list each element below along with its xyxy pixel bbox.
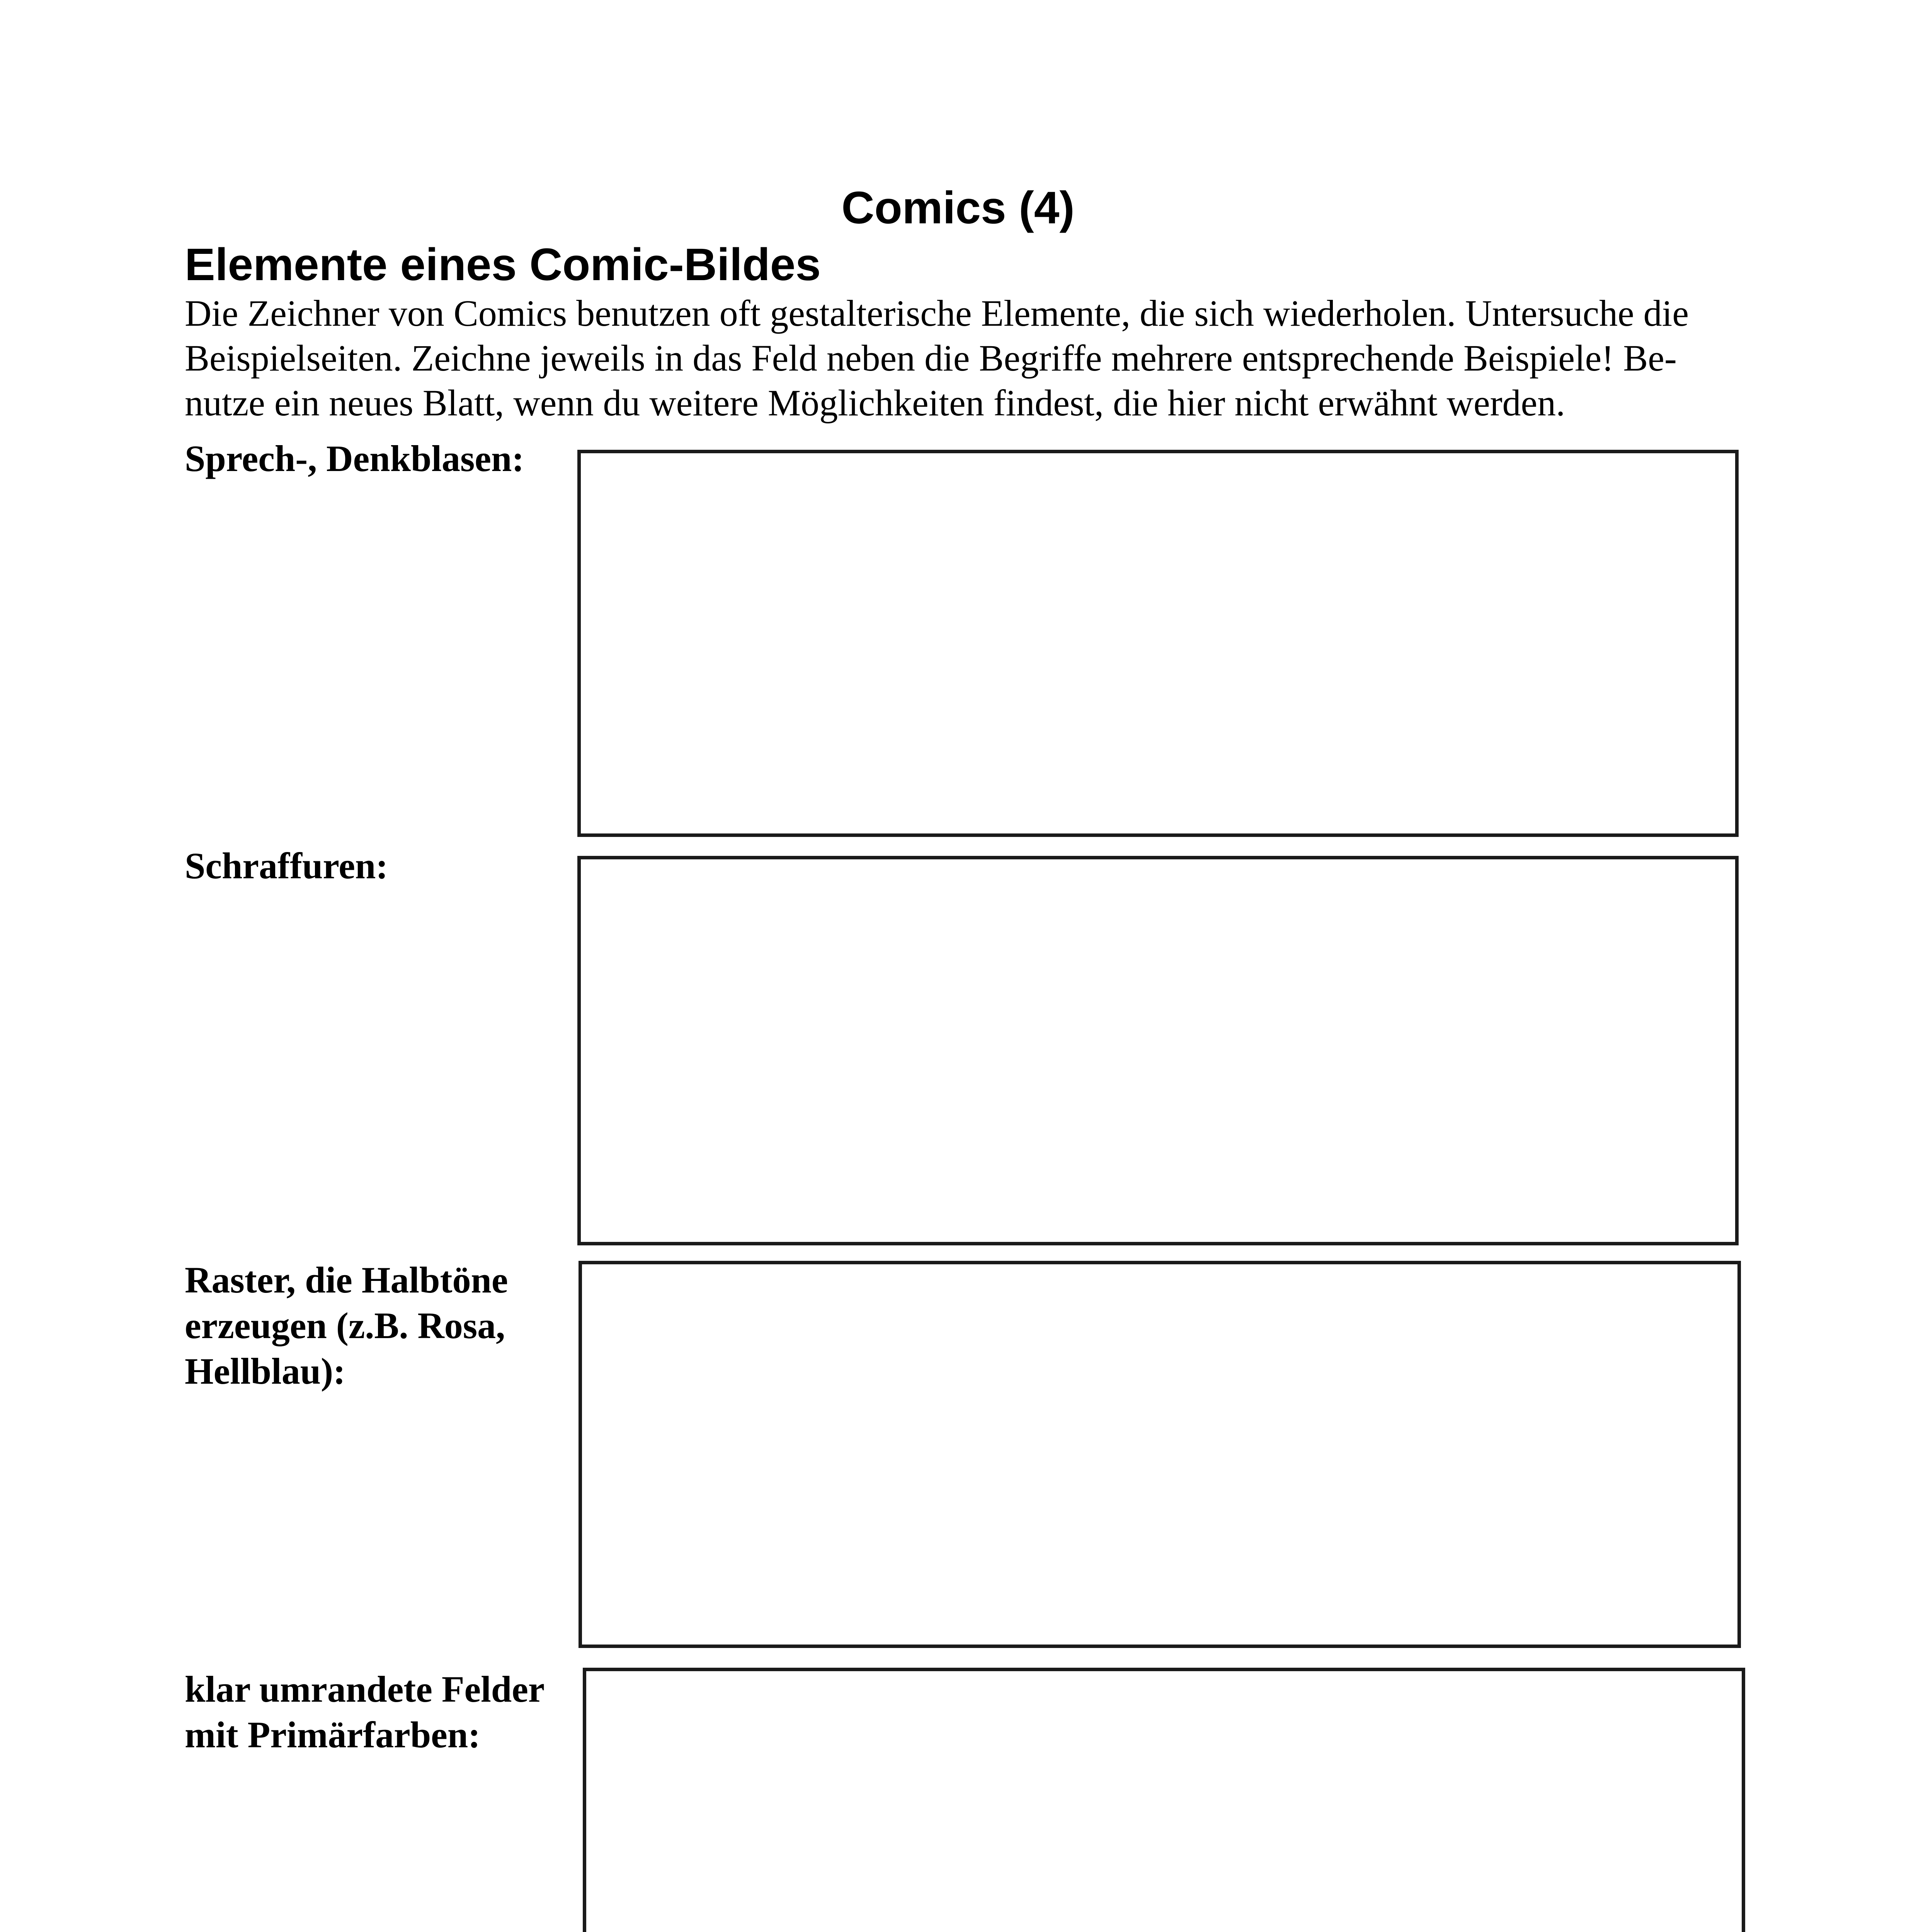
field-label-line: Sprech-, Denkblasen: xyxy=(185,438,524,479)
instructions-line: Die Zeichner von Comics benutzen oft gestalterische Elemente, die sich wiederholen. Untersuche die xyxy=(185,293,1689,334)
drawing-box-umrandete-felder[interactable] xyxy=(583,1668,1745,1932)
instructions xyxy=(185,291,1769,425)
section-heading: Elemente eines Comic-Bildes xyxy=(185,239,821,290)
field-label-line: Schraffuren: xyxy=(185,845,388,886)
field-label-line: Hellblau): xyxy=(185,1350,346,1392)
drawing-box-raster[interactable] xyxy=(579,1261,1741,1648)
page-title: Comics (4) xyxy=(841,182,1075,233)
field-label-line: erzeugen (z.B. Rosa, xyxy=(185,1305,505,1346)
field-label-raster xyxy=(185,1257,579,1394)
field-label-line: klar umrandete Felder xyxy=(185,1668,545,1710)
field-label-umrandete-felder xyxy=(185,1667,579,1758)
instructions-line: nutze ein neues Blatt, wenn du weitere Möglichkeiten findest, die hier nicht erwähnt werden. xyxy=(185,382,1565,423)
drawing-box-schraffuren[interactable] xyxy=(577,856,1739,1245)
field-label-line: Raster, die Halbtöne xyxy=(185,1259,508,1301)
instructions-line: Beispielseiten. Zeichne jeweils in das Feld neben die Begriffe mehrere entsprechende Beispiele! Be- xyxy=(185,337,1677,379)
field-label-sprechblasen xyxy=(185,436,579,481)
drawing-box-sprechblasen[interactable] xyxy=(577,450,1739,837)
field-label-line: mit Primärfarben: xyxy=(185,1714,481,1755)
field-label-schraffuren xyxy=(185,843,579,889)
